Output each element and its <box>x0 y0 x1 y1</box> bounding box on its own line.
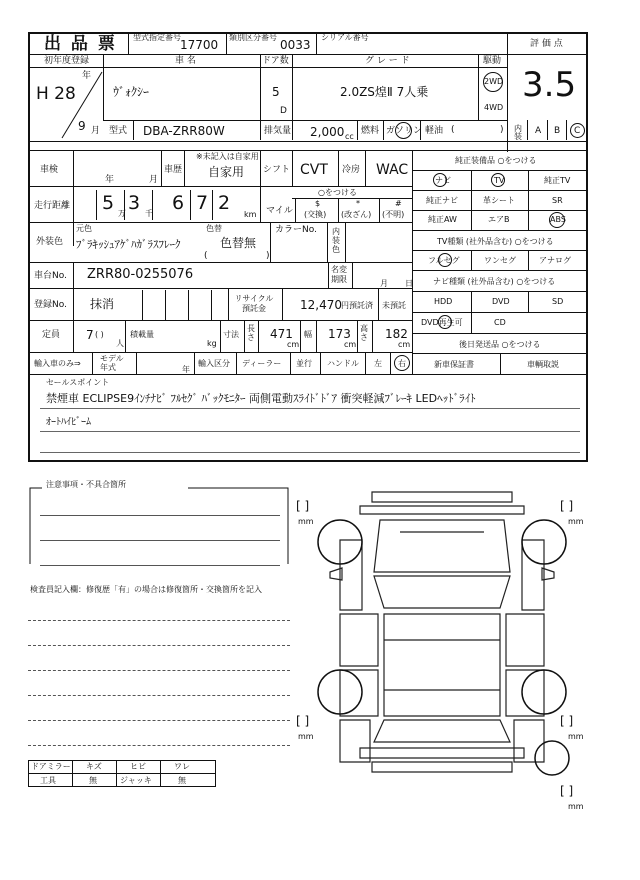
nav-dvd: DVD <box>492 297 510 306</box>
changed-color-label: 色替 <box>206 224 222 233</box>
later-warranty: 新車保証書 <box>434 360 474 369</box>
registration-value: 抹消 <box>90 297 115 311</box>
changed-color-paren-open: ( <box>204 251 208 261</box>
option-leather-seat: 革シート <box>483 196 515 205</box>
cc-unit: cc <box>345 132 354 141</box>
tv-type-title: TV種類 (社外品含む) ○をつける <box>437 237 554 246</box>
import-class-label: 輸入区分 <box>198 359 230 368</box>
class-number-value: 0033 <box>280 38 311 52</box>
drive-2wd: 2WD <box>484 77 504 86</box>
recycle-label: リサイクル預託金 <box>234 294 274 313</box>
original-color-label: 元色 <box>76 224 92 233</box>
mileage-miles-label: マイル <box>266 206 293 216</box>
tire-depth-front-right-mm: mm <box>568 517 584 526</box>
interior-grade-c: C <box>574 126 581 136</box>
length-label: 長さ <box>247 324 255 342</box>
mileage-sen-unit: 千 <box>145 209 153 218</box>
tire-depth-front-left: [ ] <box>296 499 310 513</box>
steering-left: 左 <box>374 359 382 368</box>
nav-type-title: ナビ種類 (社外品含む) ○をつける <box>433 277 556 286</box>
doors-value: 5 <box>272 85 280 99</box>
drive-label: 駆動 <box>483 56 502 66</box>
tire-depth-rear-right: [ ] <box>560 714 574 728</box>
tv-fullseg-circle <box>438 253 452 267</box>
legend-scratch: キズ <box>86 762 102 771</box>
inspector-note-label: 検査員記入欄：修復歴「有」の場合は修復箇所・交換箇所を記入 <box>30 585 262 594</box>
sales-points-label: セールスポイント <box>46 378 110 387</box>
interior-color-label: 内装色 <box>332 227 340 254</box>
type-number-value: 17700 <box>180 38 219 52</box>
model-label: 型式 <box>109 126 128 136</box>
legend-tools: 工具 <box>40 776 56 785</box>
displacement-value: 2,000 <box>310 125 345 139</box>
displacement-label: 排気量 <box>264 126 292 136</box>
tv-oneseg: ワンセグ <box>484 256 516 265</box>
width-value: 173 <box>328 327 351 341</box>
mileage-digit-4: 7 <box>196 192 209 214</box>
capacity-label: 定員 <box>42 330 61 340</box>
option-tv-circle <box>491 173 505 187</box>
fuel-label: 燃料 <box>361 126 380 136</box>
legend-tools-value: 無 <box>89 776 97 785</box>
grade-label: グ レ ー ド <box>365 56 410 66</box>
legend-crack: ヒビ <box>130 762 146 771</box>
history-label: 車歴 <box>164 165 183 175</box>
height-value: 182 <box>385 327 408 341</box>
mileage-star: * <box>356 199 360 208</box>
shift-label: シフト <box>263 165 291 175</box>
nav-hdd: HDD <box>434 297 453 306</box>
history-value: 自家用 <box>208 165 245 179</box>
tire-depth-front-left-mm: mm <box>298 517 314 526</box>
mileage-digit-1: 5 <box>102 192 115 214</box>
nav-dvd-playable: DVD再生可 <box>421 318 463 327</box>
grade-score-label: 評 価 点 <box>530 39 563 49</box>
color-no-label: カラーNo. <box>275 225 317 235</box>
width-label: 幅 <box>304 330 312 339</box>
nav-sd: SD <box>552 297 564 306</box>
steering-right-circle <box>394 355 410 371</box>
fuel-bracket-open: ( <box>451 125 455 135</box>
option-airbag: エアB <box>488 215 510 224</box>
fuel-diesel-label: 軽油 <box>425 126 444 136</box>
capacity-person-unit: 人 <box>116 339 124 348</box>
inspection-month: 月 <box>149 175 159 185</box>
mileage-tampered: (改ざん) <box>341 210 372 219</box>
option-abs: ABS <box>550 215 566 224</box>
import-only-label: 輸入車のみ⇒ <box>34 359 81 368</box>
serial-number-label: シリアル番号 <box>321 33 369 42</box>
changed-color-paren-close: ) <box>266 251 270 261</box>
mileage-km-unit: km <box>244 210 257 219</box>
car-name: ｳﾞｫｸｼｰ <box>113 85 150 99</box>
interior-grade-a: A <box>535 126 542 136</box>
mileage-digit-3: 6 <box>172 192 185 214</box>
grade-value: 2.0ZS煌Ⅱ 7人乗 <box>340 85 429 99</box>
mileage-digit-2: 3 <box>128 192 141 214</box>
tire-depth-front-right: [ ] <box>560 499 574 513</box>
first-reg-label: 初年度登録 <box>44 56 90 66</box>
tire-depth-rear-left: [ ] <box>296 714 310 728</box>
shift-value: CVT <box>300 162 328 178</box>
chassis-label: 車台No. <box>34 271 67 281</box>
name-change-expiry-label: 名変期限 <box>331 265 347 284</box>
mileage-unknown: (不明) <box>382 210 405 219</box>
option-genuine-tv: 純正TV <box>544 176 571 185</box>
expiry-day: 日 <box>405 279 413 288</box>
legend-jack: ジャッキ <box>120 776 152 785</box>
ac-label: 冷房 <box>342 165 361 175</box>
later-shipment-title: 後日発送品 ○をつける <box>459 340 541 349</box>
inspection-label: 車検 <box>40 165 59 175</box>
legend-jack-value: 無 <box>178 776 186 785</box>
legend-break: ワレ <box>174 762 190 771</box>
recycle-not-deposited: 未預託 <box>382 301 406 310</box>
option-genuine-aw: 純正AW <box>428 215 457 224</box>
mileage-man-unit: 万 <box>118 209 126 218</box>
doors-label: ドア数 <box>262 56 289 66</box>
caution-box-bracket <box>28 486 290 566</box>
tire-depth-spare-mm: mm <box>568 802 584 811</box>
tire-depth-rear-right-mm: mm <box>568 732 584 741</box>
load-kg-unit: kg <box>207 339 217 348</box>
vehicle-damage-diagram <box>300 480 590 780</box>
length-value: 471 <box>270 327 293 341</box>
spare-tire-diagram <box>532 738 572 778</box>
later-manual: 車輌取説 <box>527 360 559 369</box>
tv-fullseg: フルセグ <box>428 256 460 265</box>
height-label: 高さ <box>360 324 368 342</box>
option-abs-circle <box>549 212 565 228</box>
grade-score: 3.5 <box>522 65 577 105</box>
capacity-paren: ( ) <box>95 330 104 339</box>
sales-points-line-2: ｵｰﾄﾊｲﾋﾞｰﾑ <box>46 417 91 428</box>
history-note: ※未記入は自家用 <box>196 152 259 161</box>
form-title: 出 品 票 <box>44 34 117 54</box>
interior-grade-c-circle <box>570 123 585 138</box>
steering-right: 右 <box>398 359 406 368</box>
fuel-gasoline-circle <box>395 122 412 139</box>
sales-points-line-1: 禁煙車 ECLIPSE9ｲﾝﾁﾅﾋﾞ ﾌﾙｾｸﾞ ﾊﾞｯｸﾓﾆﾀｰ 両側電動ｽﾗｲﾄﾞﾄﾞｱ 衝突軽減ﾌﾞﾚｰｷ LEDﾍｯﾄﾞﾗｲﾄ <box>46 392 476 405</box>
mileage-dollar: $ <box>315 199 321 208</box>
recycle-amount: 12,470 <box>300 298 342 312</box>
model-year-label: モデル年式 <box>100 354 124 372</box>
ac-value: WAC <box>376 162 409 178</box>
mileage-label: 走行距離 <box>34 201 71 211</box>
caution-label: 注意事項・不具合箇所 <box>46 480 126 489</box>
model-year-suffix: 年 <box>182 365 190 374</box>
nav-cd: CD <box>494 318 506 327</box>
tire-depth-rear-left-mm: mm <box>298 732 314 741</box>
reg-month-suffix: 月 <box>91 126 101 136</box>
nav-dvd-playable-circle <box>438 315 452 329</box>
fuel-bracket-close: ) <box>500 125 504 135</box>
steering-label: ハンドル <box>327 359 359 368</box>
reg-era: H 28 <box>36 84 76 104</box>
fuel-gasoline: ガソリン <box>386 126 423 136</box>
import-parallel: 並行 <box>296 359 312 368</box>
interior-grade-b: B <box>554 126 561 136</box>
tire-depth-spare: [ ] <box>560 784 574 798</box>
class-number-label: 類別区分番号 <box>229 33 277 42</box>
reg-month: 9 <box>78 119 86 133</box>
option-tv: TV <box>494 176 505 185</box>
dims-label: 寸法 <box>223 330 239 339</box>
changed-color: 色替無 <box>220 236 257 250</box>
type-number-label: 型式指定番号 <box>133 33 181 42</box>
original-color: ﾌﾞﾗｷｯｼｭｱｹﾞﾊｶﾞﾗｽﾌﾚｰｸ <box>76 238 181 251</box>
load-capacity-label: 積載量 <box>130 330 154 339</box>
inspection-year: 年 <box>105 175 115 185</box>
genuine-equipment-title: 純正装備品 ○をつける <box>455 156 537 165</box>
option-navi-circle <box>433 173 447 187</box>
import-dealer: ディーラー <box>242 359 282 368</box>
drive-4wd: 4WD <box>484 103 504 112</box>
mileage-digit-5: 2 <box>218 192 231 214</box>
option-genuine-navi: 純正ナビ <box>426 196 458 205</box>
option-navi: ナビ <box>435 176 451 185</box>
car-name-label: 車 名 <box>175 56 196 66</box>
length-cm-unit: cm <box>287 340 300 349</box>
capacity-value: 7 <box>86 328 94 342</box>
color-label: 外装色 <box>36 237 64 247</box>
reg-year-suffix: 年 <box>82 71 92 81</box>
interior-label: 内装 <box>514 124 522 141</box>
model-value: DBA-ZRR80W <box>143 124 225 138</box>
mileage-hash: # <box>395 199 402 208</box>
width-cm-unit: cm <box>344 340 357 349</box>
chassis-number: ZRR80-0255076 <box>87 267 194 282</box>
mileage-exchange: (交換) <box>304 210 327 219</box>
tv-analog: アナログ <box>539 256 571 265</box>
height-cm-unit: cm <box>398 340 411 349</box>
expiry-month: 月 <box>380 279 388 288</box>
option-sunroof: SR <box>552 196 563 205</box>
recycle-deposited: 円預託済 <box>341 301 373 310</box>
registration-label: 登録No. <box>34 300 67 310</box>
doors-sub: D <box>280 106 287 116</box>
legend-door-mirror: ドアミラー <box>31 762 71 771</box>
mileage-attach-note: ○をつける <box>318 188 357 197</box>
